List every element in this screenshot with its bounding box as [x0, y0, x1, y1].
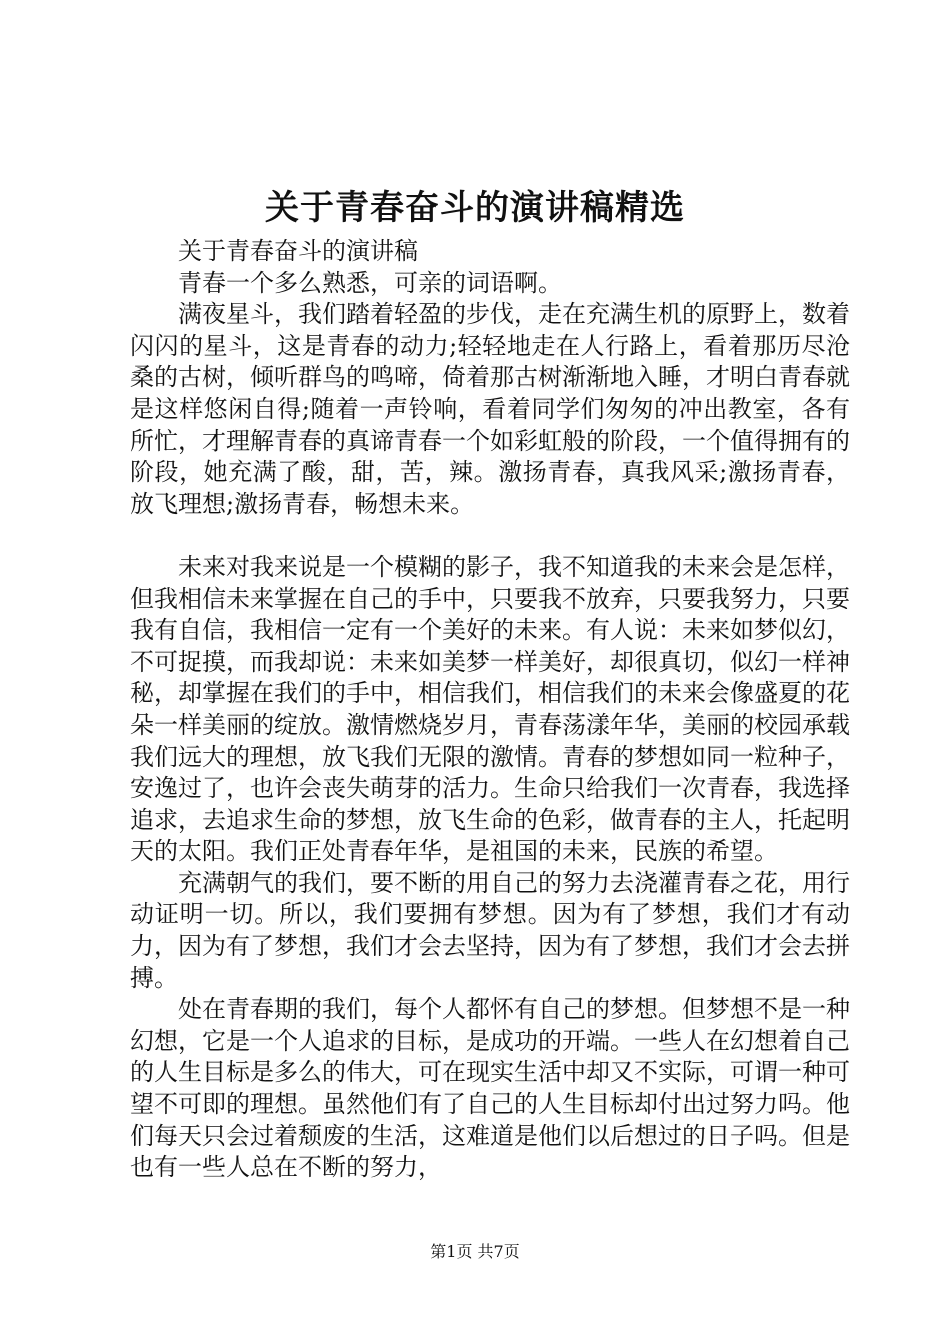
page-number-footer: 第1页 共7页 [430, 1242, 520, 1261]
paragraph-subtitle: 关于青春奋斗的演讲稿 [178, 237, 418, 265]
paragraph-future: 未来对我来说是一个模糊的影子，我不知道我的未来会是怎样，但我相信未来掌握在自己的手中，只要我不放弃，只要我努力，只要我有自信，我相信一定有一个美好的未来。有人说：未来如梦似幻，不可捉摸，而我却说：未来如美梦一样美好，却很真切，似幻一样神秘，却掌握在我们的手中，相信我们，相信我们的未来会像盛夏的花朵一样美丽的绽放。激情燃烧岁月，青春荡漾年华，美丽的校园承载我们远大的理想，放飞我们无限的激情。青春的梦想如同一粒种子，安逸过了，也许会丧失萌芽的活力。生命只给我们一次青春，我选择追求，去追求生命的梦想，放飞生命的色彩，做青春的主人，托起明天的太阳。我们正处青春年华，是祖国的未来，民族的希望。 [130, 552, 850, 866]
paragraph-dreams: 处在青春期的我们，每个人都怀有自己的梦想。但梦想不是一种幻想，它是一个人追求的目标，是成功的开端。一些人在幻想着自己的人生目标是多么的伟大，可在现实生活中却又不实际，可谓一种可望不可即的理想。虽然他们有了自己的人生目标却付出过努力吗。他们每天只会过着颓废的生活，这难道是他们以后想过的日子吗。但是也有一些人总在不断的努力， [130, 995, 850, 1182]
paragraph-vigor: 充满朝气的我们，要不断的用自己的努力去浇灌青春之花，用行动证明一切。所以，我们要拥有梦想。因为有了梦想，我们才有动力，因为有了梦想，我们才会去坚持，因为有了梦想，我们才会去拼搏。 [130, 868, 850, 992]
document-title: 关于青春奋斗的演讲稿精选 [265, 188, 685, 228]
paragraph-intro: 青春一个多么熟悉，可亲的词语啊。 [178, 268, 562, 297]
paragraph-stars: 满夜星斗，我们踏着轻盈的步伐，走在充满生机的原野上，数着闪闪的星斗，这是青春的动力;轻轻地走在人行路上，看着那历尽沧桑的古树，倾听群鸟的鸣啼，倚着那古树渐渐地入睡，才明白青春就是这样悠闲自得;随着一声铃响，看着同学们匆匆的冲出教室，各有所忙，才理解青春的真谛青春一个如彩虹般的阶段，一个值得拥有的阶段，她充满了酸，甜，苦，辣。激扬青春，真我风采;激扬青春，放飞理想;激扬青春，畅想未来。 [130, 300, 850, 518]
document-body [130, 236, 850, 1184]
